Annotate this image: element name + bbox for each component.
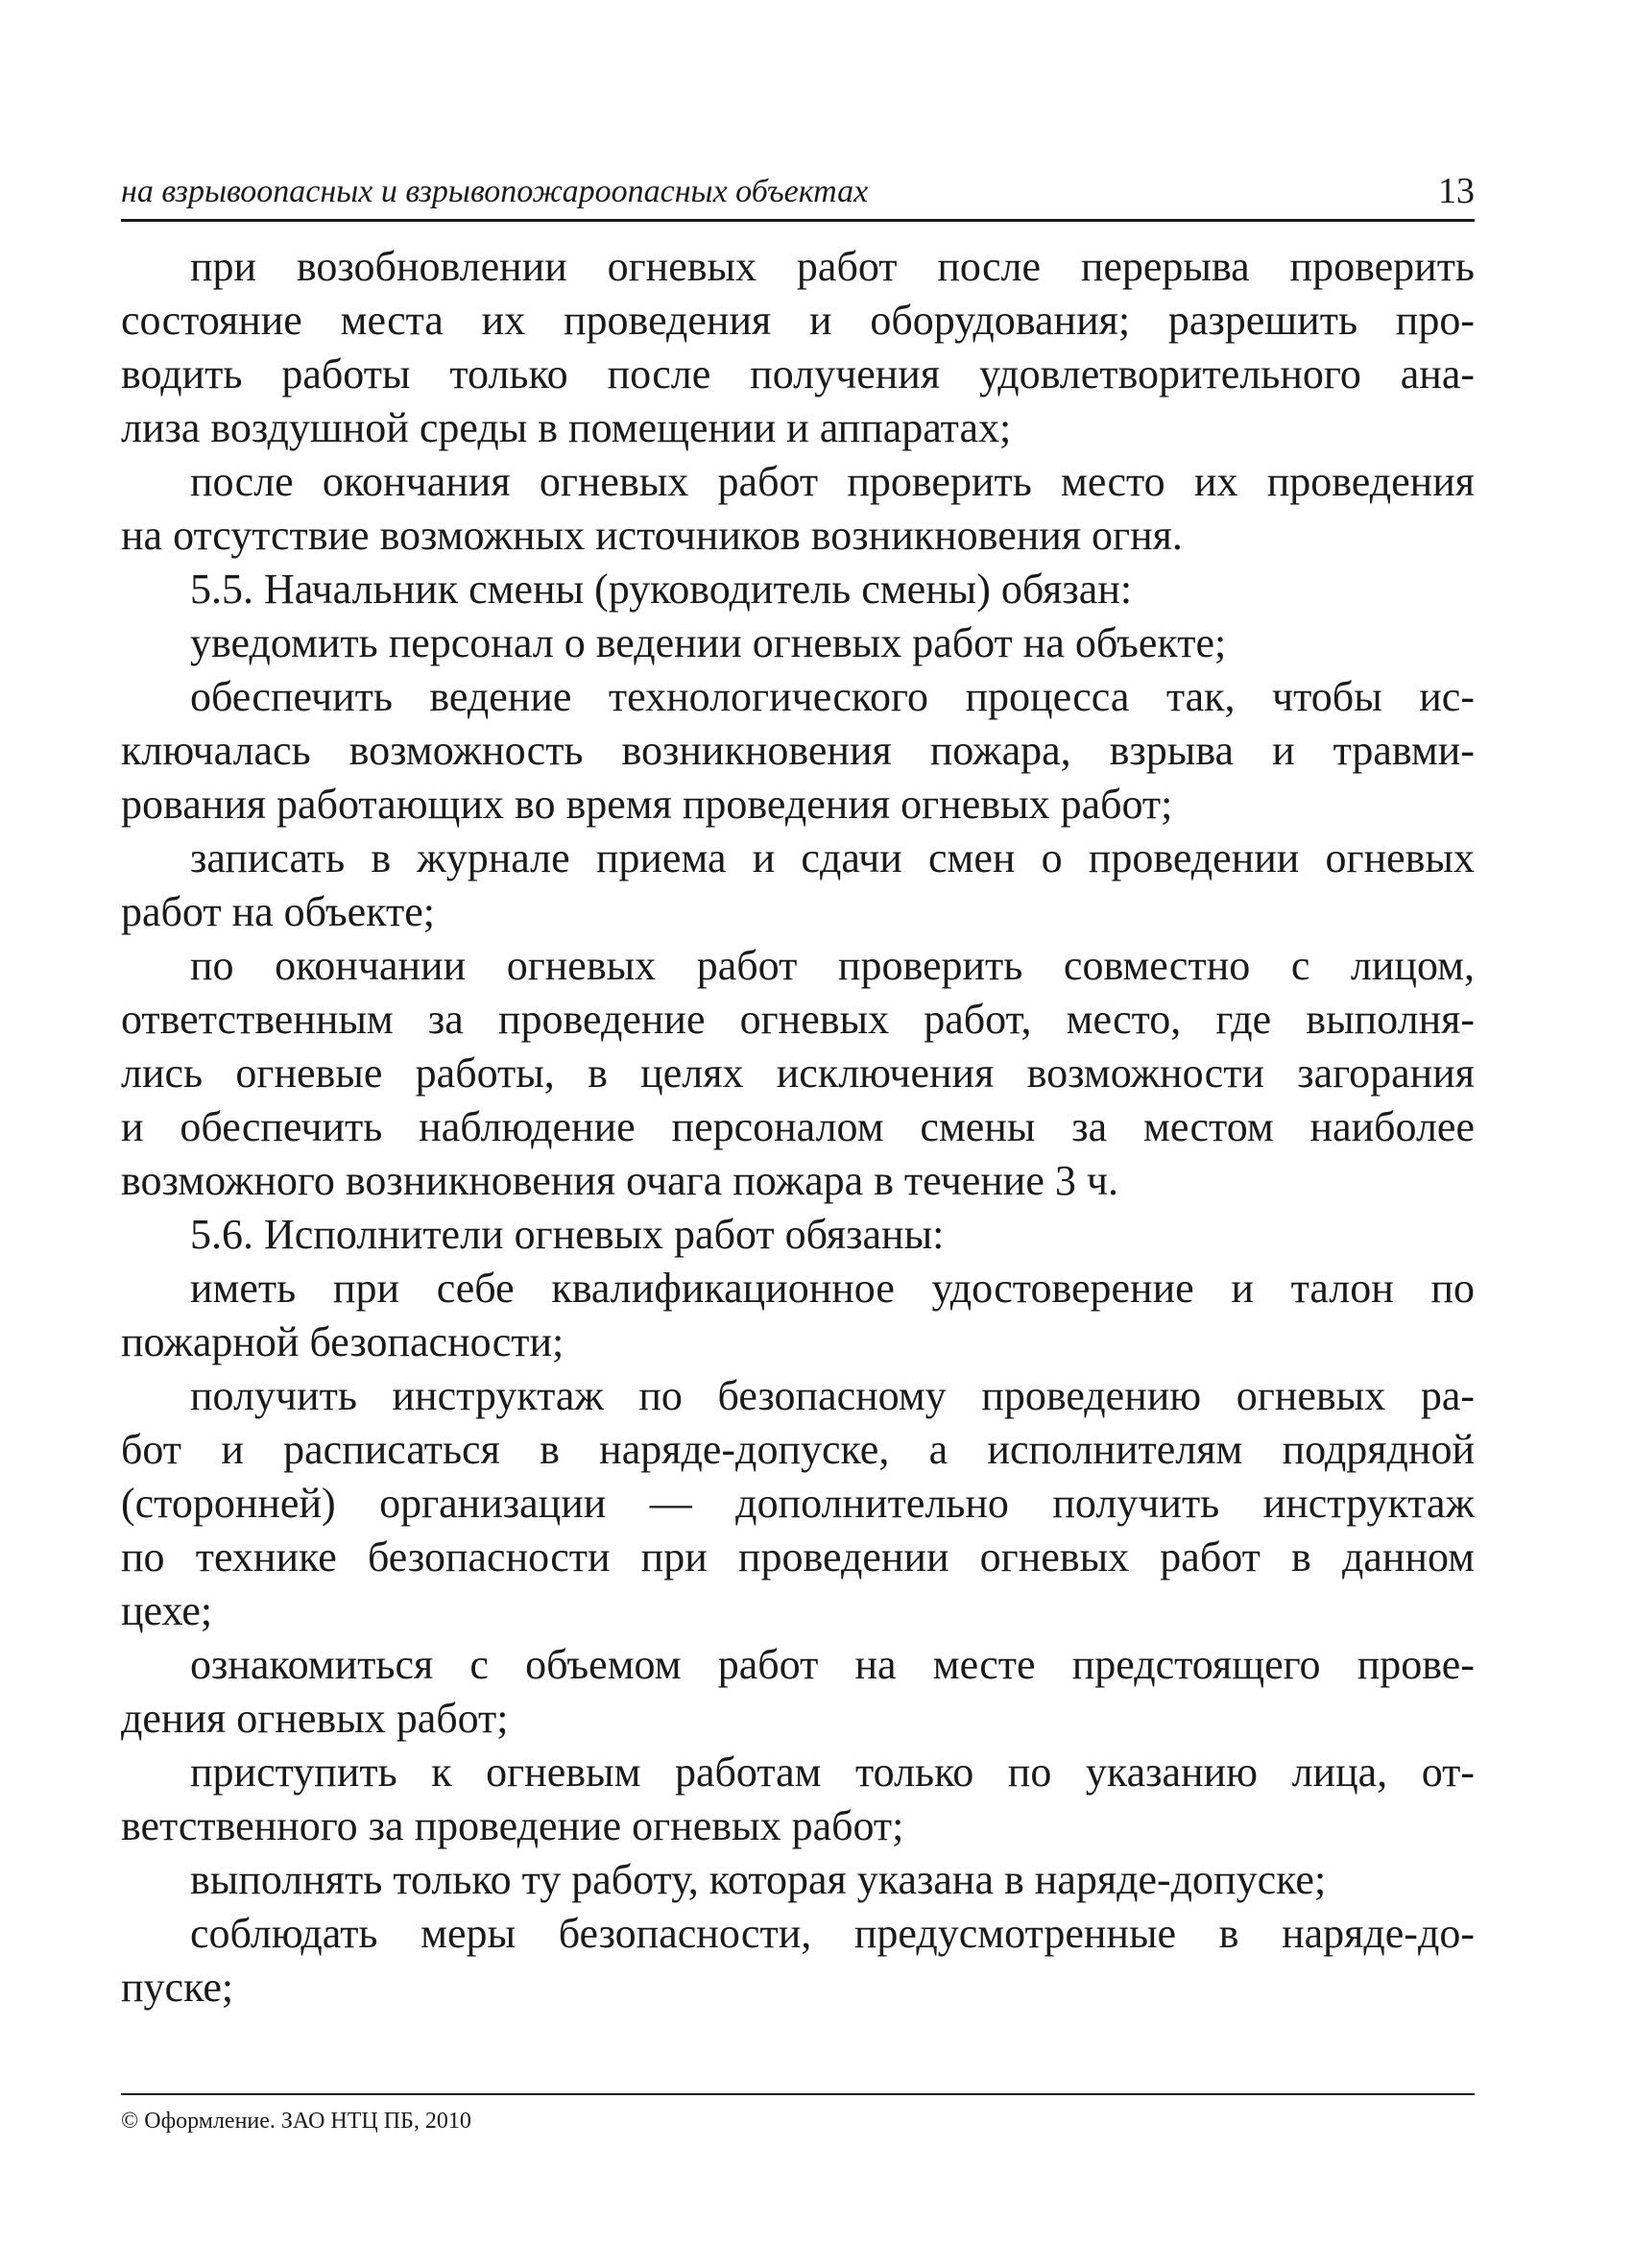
text-line: лиза воздушной среды в помещении и аппаратах; [121,404,1012,451]
text-line: ознакомиться с объемом работ на месте предстоящего прове- [190,1641,1475,1688]
text-line: работ на объекте; [121,888,435,935]
text-line: по окончании огневых работ проверить совместно с лицом, [190,942,1475,989]
text-line: бот и расписаться в наряде-допуске, а исполнителям подрядной [121,1426,1475,1473]
text-line: после окончания огневых работ проверить место их проведения [190,458,1475,505]
section-heading-5-6: 5.6. Исполнители огневых работ обязаны: [190,1211,945,1258]
section-heading-5-5: 5.5. Начальник смены (руководитель смены) обязан: [190,566,1133,613]
text-line: ключалась возможность возникновения пожара, взрыва и травми- [121,727,1475,774]
text-line: водить работы только после получения удовлетворительного ана- [121,350,1475,398]
text-line: соблюдать меры безопасности, предусмотренные в наряде-до- [190,1910,1475,1957]
text-line: цехе; [121,1587,213,1634]
text-line: обеспечить ведение технологического процесса так, чтобы ис- [190,673,1475,720]
text-line: лись огневые работы, в целях исключения возможности загорания [121,1050,1475,1097]
running-title: на взрывоопасных и взрывопожароопасных объектах [121,174,869,209]
text-line: иметь при себе квалификационное удостоверение и талон по [190,1265,1475,1312]
text-line: (сторонней) организации — дополнительно получить инструктаж [121,1480,1475,1527]
text-line: по технике безопасности при проведении огневых работ в данном [121,1533,1475,1580]
text-line: уведомить персонал о ведении огневых работ на объекте; [190,619,1227,666]
text-line: рования работающих во время проведения огневых работ; [121,781,1173,828]
page-footer [121,2093,1475,2135]
text-line: и обеспечить наблюдение персоналом смены за местом наиболее [121,1103,1475,1150]
text-line: ответственным за проведение огневых работ, место, где выполня- [121,996,1475,1043]
text-line: пуске; [121,1964,234,2011]
text-line: возможного возникновения очага пожара в течение 3 ч. [121,1157,1118,1204]
text-line: при возобновлении огневых работ после перерыва проверить [190,243,1475,290]
text-line: ветственного за проведение огневых работ; [121,1802,904,1849]
copyright-notice: © Оформление. ЗАО НТЦ ПБ, 2010 [121,2109,471,2134]
text-line: записать в журнале приема и сдачи смен о проведении огневых [190,834,1475,881]
text-line: выполнять только ту работу, которая указана в наряде-допуске; [190,1856,1327,1903]
text-line: дения огневых работ; [121,1695,509,1742]
text-line: состояние места их проведения и оборудования; разрешить про- [121,297,1475,344]
body-text [121,240,1475,2015]
text-line: пожарной безопасности; [121,1318,564,1365]
text-line: на отсутствие возможных источников возникновения огня. [121,512,1183,559]
text-line: получить инструктаж по безопасному проведению огневых ра- [190,1372,1475,1419]
page-number: 13 [1438,171,1475,211]
running-header [121,171,1475,222]
text-line: приступить к огневым работам только по указанию лица, от- [190,1749,1475,1796]
